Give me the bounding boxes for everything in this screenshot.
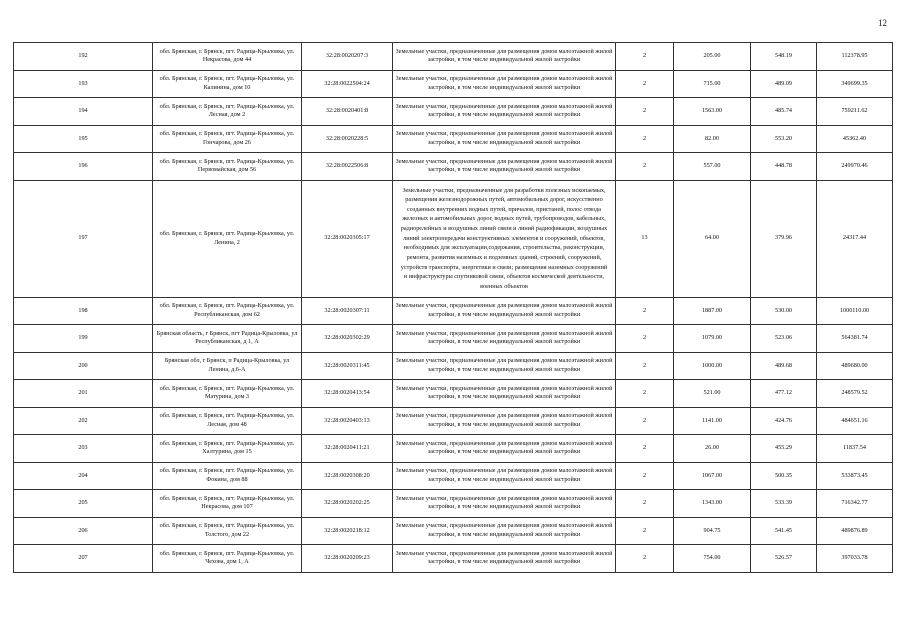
row-number-cell: 207 (14, 545, 153, 573)
specific-value-cell: 500.35 (751, 462, 817, 490)
row-number-cell: 206 (14, 517, 153, 545)
specific-value-cell: 424.76 (751, 407, 817, 435)
cadastral-value-cell: 112378.95 (817, 43, 893, 71)
address-cell: Брянская обл, г Брянск, п Радица-Крыловка, ул Ленина, д.6-А (153, 352, 302, 380)
area-cell: 82.00 (674, 125, 751, 153)
cadastral-number-cell: 32:28:0020209:23 (302, 545, 393, 573)
specific-value-cell: 489.09 (751, 70, 817, 98)
row-number-cell: 193 (14, 70, 153, 98)
row-number-cell: 205 (14, 490, 153, 518)
cadastral-number-cell: 32:28:0020218:12 (302, 517, 393, 545)
use-group-cell: 2 (616, 435, 674, 463)
address-cell: обл. Брянская, г. Брянск, пгт. Радица-Крыловка, ул. Первомайская, дом 56 (153, 153, 302, 181)
cadastral-value-cell: 564381.74 (817, 325, 893, 353)
specific-value-cell: 489.68 (751, 352, 817, 380)
page-number: 12 (878, 18, 887, 28)
cadastral-number-cell: 32:28:0020228:5 (302, 125, 393, 153)
cadastral-number-cell: 32:28:0020411:21 (302, 435, 393, 463)
use-group-cell: 2 (616, 325, 674, 353)
cadastral-number-cell: 32:28:0020308:20 (302, 462, 393, 490)
specific-value-cell: 541.45 (751, 517, 817, 545)
specific-value-cell: 548.19 (751, 43, 817, 71)
cadastral-value-cell: 24317.44 (817, 180, 893, 297)
cadastral-value-cell: 489876.89 (817, 517, 893, 545)
cadastral-number-cell: 32:28:0020305:17 (302, 180, 393, 297)
land-use-cell: Земельные участки, предназначенные для размещения домов малоэтажной жилой застройки, в том числе индивидуальной жилой застройки (393, 70, 616, 98)
address-cell: обл. Брянская, г. Брянск, пгт. Радица-Крыловка, ул. Лесная, дом 2 (153, 98, 302, 126)
table-row (14, 380, 893, 408)
cadastral-value-cell: 249970.46 (817, 153, 893, 181)
table-row (14, 325, 893, 353)
land-use-cell: Земельные участки, предназначенные для размещения домов малоэтажной жилой застройки, в том числе индивидуальной жилой застройки (393, 545, 616, 573)
specific-value-cell: 526.57 (751, 545, 817, 573)
cadastral-number-cell: 32:28:0020207:3 (302, 43, 393, 71)
use-group-cell: 2 (616, 297, 674, 325)
cadastral-value-cell: 759211.62 (817, 98, 893, 126)
table-row (14, 180, 893, 297)
use-group-cell: 2 (616, 517, 674, 545)
cadastral-value-cell: 716342.77 (817, 490, 893, 518)
cadastral-number-cell: 32:28:0020302:29 (302, 325, 393, 353)
cadastral-value-cell: 489680.00 (817, 352, 893, 380)
land-use-cell: Земельные участки, предназначенные для размещения домов малоэтажной жилой застройки, в том числе индивидуальной жилой застройки (393, 325, 616, 353)
table-row (14, 153, 893, 181)
address-cell: обл. Брянская, г. Брянск, пгт. Радица-Крыловка, ул. Толстого, дом 22 (153, 517, 302, 545)
use-group-cell: 2 (616, 43, 674, 71)
use-group-cell: 2 (616, 407, 674, 435)
use-group-cell: 2 (616, 98, 674, 126)
area-cell: 1067.00 (674, 462, 751, 490)
cadastral-value-cell: 484651.16 (817, 407, 893, 435)
table-body (14, 43, 893, 573)
cadastral-number-cell: 32:28:0020413:54 (302, 380, 393, 408)
area-cell: 754.00 (674, 545, 751, 573)
table-row (14, 297, 893, 325)
address-cell: обл. Брянская, г. Брянск, пгт. Радица-Крыловка, ул. Халтурина, дом 15 (153, 435, 302, 463)
row-number-cell: 195 (14, 125, 153, 153)
specific-value-cell: 533.39 (751, 490, 817, 518)
row-number-cell: 199 (14, 325, 153, 353)
cadastral-number-cell: 32:28:0022504:24 (302, 70, 393, 98)
area-cell: 1000.00 (674, 352, 751, 380)
specific-value-cell: 523.06 (751, 325, 817, 353)
address-cell: обл. Брянская, г. Брянск, пгт. Радица-Крыловка, ул. Фокина, дом 88 (153, 462, 302, 490)
cadastral-number-cell: 32:28:0020307:11 (302, 297, 393, 325)
specific-value-cell: 379.96 (751, 180, 817, 297)
row-number-cell: 204 (14, 462, 153, 490)
cadastral-number-cell: 32:28:0020202:25 (302, 490, 393, 518)
address-cell: обл. Брянская, г. Брянск, пгт. Радица-Крыловка, ул. Чехова, дом 1, А (153, 545, 302, 573)
land-plots-table (13, 42, 893, 573)
row-number-cell: 196 (14, 153, 153, 181)
land-use-cell: Земельные участки, предназначенные для разработки полезных ископаемых, размещения железнодорожных путей, автомобильных дорог, искусственно созданных внутренних водных путей, причалов, пристаней, полос отвода железных и автомобильных дорог, водных путей, трубопроводов, кабельных, радиорелейных и воздушных линий связи и линий радиофикации, воздушных линий электропередачи конструктивных элементов и сооружений, объектов, необходимых для эксплуатации,содержания, строительства, реконструкции, ремонта, развития наземных и подземных зданий, строений, сооружений, устройств транспорта, энергетики и связи; размещения наземных сооружений и инфраструктуры спутниковой связи, объектов космической деятельности, военных объектов (393, 180, 616, 297)
cadastral-value-cell: 45362.40 (817, 125, 893, 153)
cadastral-value-cell: 11837.54 (817, 435, 893, 463)
table-row (14, 407, 893, 435)
address-cell: обл. Брянская, г. Брянск, пгт. Радица-Крыловка, ул. Матурина, дом 3 (153, 380, 302, 408)
row-number-cell: 200 (14, 352, 153, 380)
area-cell: 1887.00 (674, 297, 751, 325)
row-number-cell: 203 (14, 435, 153, 463)
row-number-cell: 202 (14, 407, 153, 435)
area-cell: 557.00 (674, 153, 751, 181)
row-number-cell: 198 (14, 297, 153, 325)
land-use-cell: Земельные участки, предназначенные для размещения домов малоэтажной жилой застройки, в том числе индивидуальной жилой застройки (393, 297, 616, 325)
address-cell: обл. Брянская, г. Брянск, пгт. Радица-Крыловка, ул. Гончарова, дом 26 (153, 125, 302, 153)
table-row (14, 43, 893, 71)
address-cell: обл. Брянская, г. Брянск, пгт. Радица-Крыловка, ул. Лесная, дом 48 (153, 407, 302, 435)
specific-value-cell: 455.29 (751, 435, 817, 463)
table-row (14, 352, 893, 380)
use-group-cell: 2 (616, 153, 674, 181)
use-group-cell: 13 (616, 180, 674, 297)
row-number-cell: 192 (14, 43, 153, 71)
area-cell: 1563.00 (674, 98, 751, 126)
land-use-cell: Земельные участки, предназначенные для размещения домов малоэтажной жилой застройки, в том числе индивидуальной жилой застройки (393, 352, 616, 380)
address-cell: Брянская область, г Брянск, пгт Радица-Крыловка, ул Республиканская, д 1, А (153, 325, 302, 353)
use-group-cell: 2 (616, 490, 674, 518)
area-cell: 26.00 (674, 435, 751, 463)
area-cell: 205.00 (674, 43, 751, 71)
table-row (14, 435, 893, 463)
table-row (14, 98, 893, 126)
land-use-cell: Земельные участки, предназначенные для размещения домов малоэтажной жилой застройки, в том числе индивидуальной жилой застройки (393, 517, 616, 545)
use-group-cell: 2 (616, 125, 674, 153)
specific-value-cell: 485.74 (751, 98, 817, 126)
row-number-cell: 201 (14, 380, 153, 408)
specific-value-cell: 530.00 (751, 297, 817, 325)
table-row (14, 490, 893, 518)
cadastral-number-cell: 32:28:0022506:8 (302, 153, 393, 181)
land-use-cell: Земельные участки, предназначенные для размещения домов малоэтажной жилой застройки, в том числе индивидуальной жилой застройки (393, 380, 616, 408)
land-use-cell: Земельные участки, предназначенные для размещения домов малоэтажной жилой застройки, в том числе индивидуальной жилой застройки (393, 407, 616, 435)
address-cell: обл. Брянская, г. Брянск, пгт. Радица-Крыловка, ул. Республиканская, дом 62 (153, 297, 302, 325)
cadastral-value-cell: 349699.35 (817, 70, 893, 98)
use-group-cell: 2 (616, 462, 674, 490)
specific-value-cell: 448.78 (751, 153, 817, 181)
use-group-cell: 2 (616, 545, 674, 573)
cadastral-number-cell: 32:28:0020311:45 (302, 352, 393, 380)
land-use-cell: Земельные участки, предназначенные для размещения домов малоэтажной жилой застройки, в том числе индивидуальной жилой застройки (393, 125, 616, 153)
use-group-cell: 2 (616, 380, 674, 408)
address-cell: обл. Брянская, г. Брянск, пгт. Радица-Крыловка, ул. Некрасова, дом 107 (153, 490, 302, 518)
specific-value-cell: 553.20 (751, 125, 817, 153)
cadastral-number-cell: 32:28:0020401:8 (302, 98, 393, 126)
address-cell: обл. Брянская, г. Брянск, пгт. Радица-Крыловка, ул. Некрасова, дом 44 (153, 43, 302, 71)
address-cell: обл. Брянская, г. Брянск, пгт. Радица-Крыловка, ул. Калинина, дом 10 (153, 70, 302, 98)
area-cell: 904.75 (674, 517, 751, 545)
table-row (14, 545, 893, 573)
table-row (14, 517, 893, 545)
area-cell: 521.00 (674, 380, 751, 408)
use-group-cell: 2 (616, 70, 674, 98)
land-use-cell: Земельные участки, предназначенные для размещения домов малоэтажной жилой застройки, в том числе индивидуальной жилой застройки (393, 435, 616, 463)
cadastral-value-cell: 397033.78 (817, 545, 893, 573)
area-cell: 64.00 (674, 180, 751, 297)
cadastral-value-cell: 248579.52 (817, 380, 893, 408)
table-row (14, 462, 893, 490)
land-use-cell: Земельные участки, предназначенные для размещения домов малоэтажной жилой застройки, в том числе индивидуальной жилой застройки (393, 490, 616, 518)
area-cell: 1141.00 (674, 407, 751, 435)
area-cell: 715.00 (674, 70, 751, 98)
land-use-cell: Земельные участки, предназначенные для размещения домов малоэтажной жилой застройки, в том числе индивидуальной жилой застройки (393, 98, 616, 126)
address-cell: обл. Брянская, г. Брянск, пгт. Радица-Крыловка, ул. Ленина, 2 (153, 180, 302, 297)
cadastral-number-cell: 32:28:0020403:13 (302, 407, 393, 435)
land-use-cell: Земельные участки, предназначенные для размещения домов малоэтажной жилой застройки, в том числе индивидуальной жилой застройки (393, 43, 616, 71)
land-use-cell: Земельные участки, предназначенные для размещения домов малоэтажной жилой застройки, в том числе индивидуальной жилой застройки (393, 462, 616, 490)
cadastral-value-cell: 533873.45 (817, 462, 893, 490)
land-use-cell: Земельные участки, предназначенные для размещения домов малоэтажной жилой застройки, в том числе индивидуальной жилой застройки (393, 153, 616, 181)
table-row (14, 125, 893, 153)
specific-value-cell: 477.12 (751, 380, 817, 408)
area-cell: 1343.00 (674, 490, 751, 518)
use-group-cell: 2 (616, 352, 674, 380)
row-number-cell: 197 (14, 180, 153, 297)
row-number-cell: 194 (14, 98, 153, 126)
table-row (14, 70, 893, 98)
area-cell: 1079.00 (674, 325, 751, 353)
cadastral-value-cell: 1000110.00 (817, 297, 893, 325)
